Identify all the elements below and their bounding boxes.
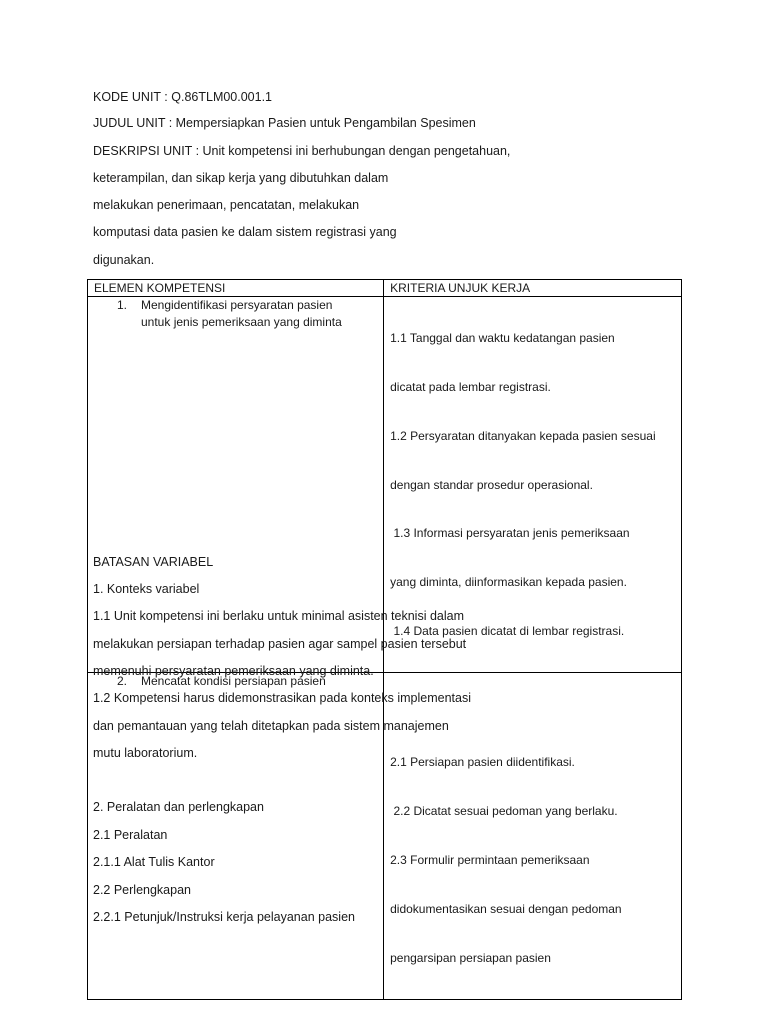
deskripsi-line: DESKRIPSI UNIT : Unit kompetensi ini berhubungan dengan pengetahuan, [93,144,511,158]
subsection-heading: 2. Peralatan dan perlengkapan [93,800,264,814]
deskripsi-line: komputasi data pasien ke dalam sistem registrasi yang [93,225,397,239]
list-item: 2.2 Perlengkapan [93,883,191,897]
criteria-line: 1.1 Tanggal dan waktu kedatangan pasien [390,330,615,345]
deskripsi-line: digunakan. [93,253,155,267]
criteria-line: 1.3 Informasi persyaratan jenis pemeriksaan [390,526,630,541]
criteria-line: 1.2 Persyaratan ditanyakan kepada pasien sesuai [390,428,656,443]
list-item: 2.1.1 Alat Tulis Kantor [93,855,215,869]
header-elemen: ELEMEN KOMPETENSI [88,280,384,297]
element-text: Mengidentifikasi persyaratan pasien [141,298,333,313]
element-text: untuk jenis pemeriksaan yang diminta [141,314,342,329]
criteria-line: 2.1 Persiapan pasien diidentifikasi. [390,755,575,770]
paragraph-line: memenuhi persyaratan pemeriksaan yang diminta. [93,664,374,678]
element-number: 2. [117,674,128,689]
element-text: Mencatat kondisi persiapan pasien [141,674,326,689]
paragraph-line: 1.1 Unit kompetensi ini berlaku untuk minimal asisten teknisi dalam [93,609,465,623]
criteria-line: yang diminta, diinformasikan kepada pasien. [390,575,627,590]
paragraph-line: dan pemantauan yang telah ditetapkan pada sistem manajemen [93,719,449,733]
criteria-line: pengarsipan persiapan pasien [390,950,551,965]
paragraph-line: melakukan persiapan terhadap pasien agar sampel pasien tersebut [93,637,467,651]
deskripsi-line: keterampilan, dan sikap kerja yang dibutuhkan dalam [93,171,389,185]
list-item: 2.1 Peralatan [93,828,168,842]
header-kriteria: KRITERIA UNJUK KERJA [384,280,682,297]
deskripsi-line: melakukan penerimaan, pencatatan, melakukan [93,198,360,212]
criteria-line: didokumentasikan sesuai dengan pedoman [390,901,622,916]
criteria-line: 1.4 Data pasien dicatat di lembar registrasi. [390,624,625,639]
criteria-line: dengan standar prosedur operasional. [390,477,593,492]
list-item: 2.2.1 Petunjuk/Instruksi kerja pelayanan pasien [93,910,355,924]
criteria-line: 2.2 Dicatat sesuai pedoman yang berlaku. [390,804,618,819]
criteria-line: 2.3 Formulir permintaan pemeriksaan [390,853,590,868]
kode-unit: KODE UNIT : Q.86TLM00.001.1 [93,90,273,104]
criteria-line: dicatat pada lembar registrasi. [390,379,551,394]
section-title: BATASAN VARIABEL [93,555,214,569]
paragraph-line: mutu laboratorium. [93,746,198,760]
element-number: 1. [117,298,128,313]
subsection-heading: 1. Konteks variabel [93,582,200,596]
table-header-row [88,280,682,297]
paragraph-line: 1.2 Kompetensi harus didemonstrasikan pada konteks implementasi [93,691,471,705]
judul-unit: JUDUL UNIT : Mempersiapkan Pasien untuk Pengambilan Spesimen [93,116,476,130]
